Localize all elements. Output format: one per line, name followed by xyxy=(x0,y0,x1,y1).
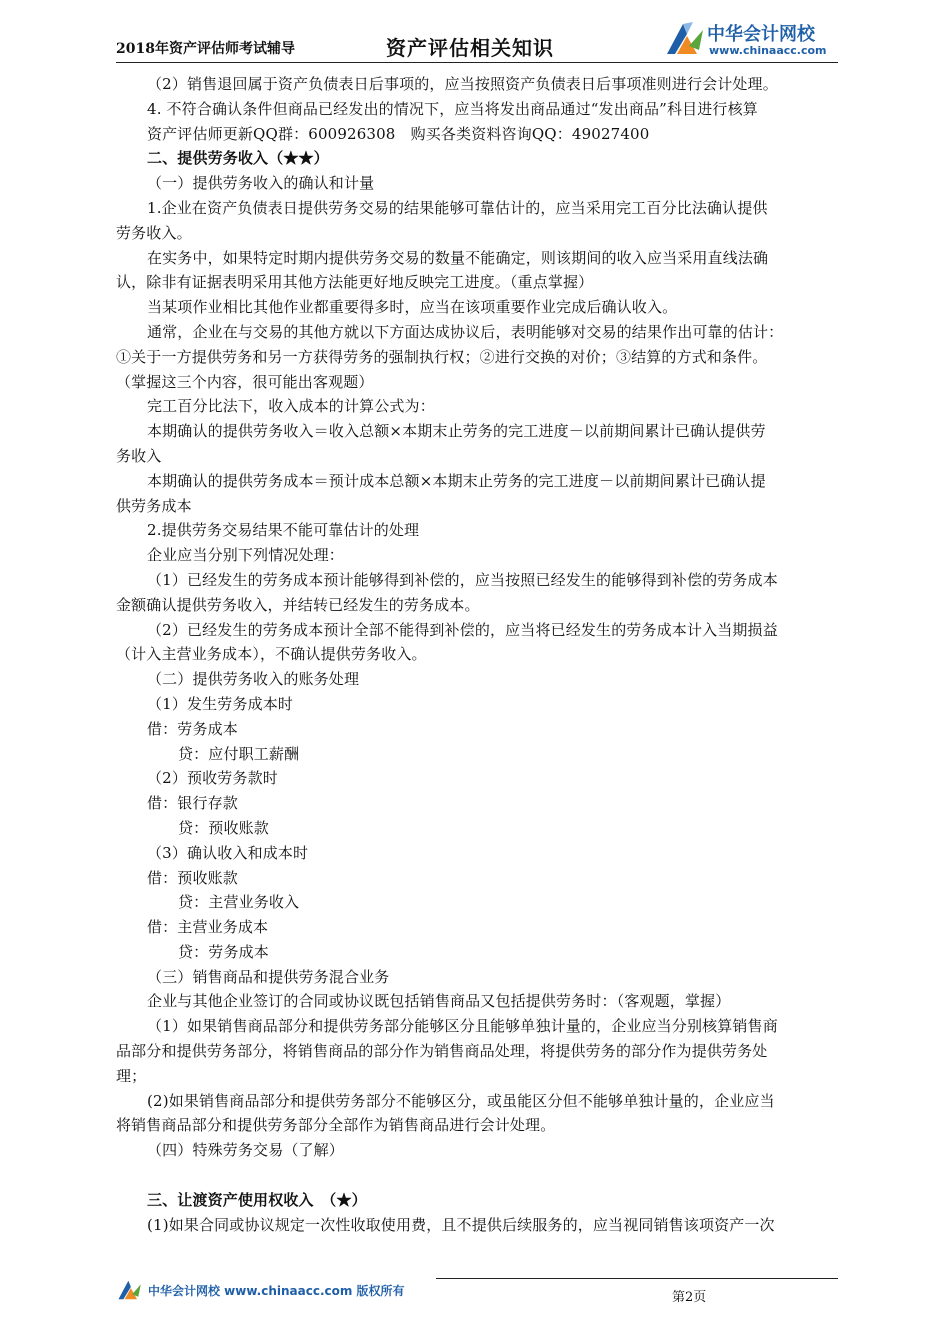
text-line: 贷：劳务成本 xyxy=(178,942,269,961)
text-line: （掌握这三个内容，很可能出客观题） xyxy=(116,372,374,391)
text-line xyxy=(116,1163,838,1188)
text-line: 贷：预收账款 xyxy=(178,818,269,837)
text-line: 理； xyxy=(116,1066,147,1085)
section-heading: 三、让渡资产使用权收入 （★） xyxy=(147,1190,367,1209)
text-line: ①关于一方提供劳务和另一方获得劳务的强制执行权；②进行交换的对价；③结算的方式和条件。 xyxy=(116,347,768,366)
header-divider xyxy=(116,62,838,63)
text-line: 金额确认提供劳务收入，并结转已经发生的劳务成本。 xyxy=(116,595,480,614)
text-line: （1）已经发生的劳务成本预计能够得到补偿的，应当按照已经发生的能够得到补偿的劳务成本 xyxy=(147,570,778,589)
footer-logo-icon xyxy=(116,1278,142,1302)
logo-name: 中华会计网校 xyxy=(707,24,815,45)
text-line: （四）特殊劳务交易（了解） xyxy=(147,1141,344,1160)
subject-title: 资产评估相关知识 xyxy=(386,36,554,60)
logo-url: www.chinaacc.com xyxy=(709,44,827,57)
text-line: （2）已经发生的劳务成本预计全部不能得到补偿的，应当将已经发生的劳务成本计入当期损益 xyxy=(147,620,778,639)
page-footer xyxy=(116,1276,838,1306)
text-line: 借：主营业务成本 xyxy=(147,918,269,937)
text-line: （三）销售商品和提供劳务混合业务 xyxy=(147,967,390,986)
text-line: 本期确认的提供劳务收入＝收入总额×本期末止劳务的完工进度－以前期间累计已确认提供劳 xyxy=(147,422,766,441)
chinaacc-logo-icon xyxy=(663,20,705,58)
text-line: 完工百分比法下，收入成本的计算公式为： xyxy=(147,397,435,416)
text-line: （二）提供劳务收入的账务处理 xyxy=(147,670,360,689)
text-line: 认，除非有证据表明采用其他方法能更好地反映完工进度。（重点掌握） xyxy=(116,273,594,292)
text-line: （2）预收劳务款时 xyxy=(147,769,278,788)
text-line: 借：银行存款 xyxy=(147,794,238,813)
text-line: （2）销售退回属于资产负债表日后事项的，应当按照资产负债表日后事项准则进行会计处理。 xyxy=(147,75,778,93)
text-line: 4. 不符合确认条件但商品已经发出的情况下，应当将发出商品通过“发出商品”科目进行核算 xyxy=(147,99,758,118)
page-header xyxy=(116,18,838,60)
document-body xyxy=(116,72,838,1237)
text-line: 借：预收账款 xyxy=(147,868,238,887)
text-line: 1.企业在资产负债表日提供劳务交易的结果能够可靠估计的，应当采用完工百分比法确认提供 xyxy=(147,198,768,217)
text-line: 企业与其他企业签订的合同或协议既包括销售商品又包括提供劳务时：（客观题，掌握） xyxy=(147,992,731,1011)
text-line: 借：劳务成本 xyxy=(147,719,238,738)
text-line: 务收入 xyxy=(116,446,162,465)
text-line: 将销售商品部分和提供劳务部分全部作为销售商品进行会计处理。 xyxy=(116,1116,556,1135)
section-heading: 二、提供劳务收入（★★） xyxy=(147,149,329,168)
text-line: 通常，企业在与交易的其他方就以下方面达成协议后，表明能够对交易的结果作出可靠的估计： xyxy=(147,322,784,341)
text-line: （1）如果销售商品部分和提供劳务部分能够区分且能够单独计量的，企业应当分别核算销售商 xyxy=(147,1017,778,1036)
footer-copyright: 中华会计网校 www.chinaacc.com 版权所有 xyxy=(148,1284,405,1298)
text-line: （计入主营业务成本），不确认提供劳务收入。 xyxy=(116,645,427,664)
text-line: 资产评估师更新QQ群：600926308 购买各类资料咨询QQ：49027400 xyxy=(147,124,650,143)
text-line: 品部分和提供劳务部分，将销售商品的部分作为销售商品处理，将提供劳务的部分作为提供劳务处 xyxy=(116,1042,768,1061)
text-line: 贷：应付职工薪酬 xyxy=(178,744,300,763)
text-line: 企业应当分别下列情况处理： xyxy=(147,546,344,565)
page-number: 第2页 xyxy=(672,1290,707,1305)
text-line: (2)如果销售商品部分和提供劳务部分不能够区分，或虽能区分但不能够单独计量的，企业应当 xyxy=(147,1091,775,1110)
brand-logo xyxy=(663,18,838,60)
text-line: （1）发生劳务成本时 xyxy=(147,694,294,713)
text-line: 当某项作业相比其他作业都重要得多时，应当在该项重要作业完成后确认收入。 xyxy=(147,298,678,317)
text-line: 劳务收入。 xyxy=(116,223,192,242)
text-line: 在实务中，如果特定时期内提供劳务交易的数量不能确定，则该期间的收入应当采用直线法确 xyxy=(147,248,769,267)
text-line: 2.提供劳务交易结果不能可靠估计的处理 xyxy=(147,521,420,540)
exam-title: 2018年资产评估师考试辅导 xyxy=(116,41,295,57)
footer-divider xyxy=(436,1278,838,1279)
text-line: （一）提供劳务收入的确认和计量 xyxy=(147,174,375,193)
text-line: 本期确认的提供劳务成本＝预计成本总额×本期末止劳务的完工进度－以前期间累计已确认提 xyxy=(147,471,766,490)
text-line: （3）确认收入和成本时 xyxy=(147,843,309,862)
text-line: 供劳务成本 xyxy=(116,496,192,515)
text-line: 贷：主营业务收入 xyxy=(178,893,300,912)
text-line: (1)如果合同或协议规定一次性收取使用费，且不提供后续服务的，应当视同销售该项资产一次 xyxy=(147,1215,775,1234)
